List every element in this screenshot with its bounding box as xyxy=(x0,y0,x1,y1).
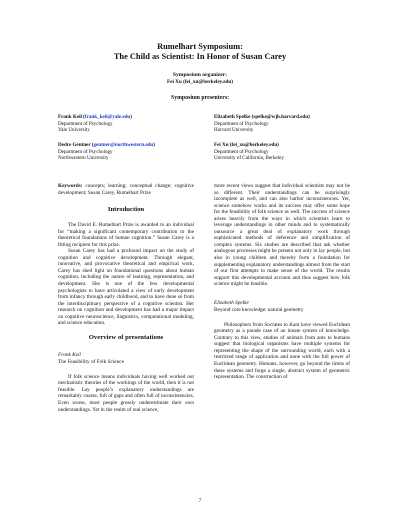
keil-paragraph: If folk science means individuals having well worked out mechanistic theories of the workings of the world, then it is not feasible. Lay people’s explanatory understandings are remarkably coarse, full of gaps and often full of inconsistencies. Even worse, most people grossly underestimate their own understandings. Yet in the realm of real science, xyxy=(58,373,194,413)
presenters-label: Symposium presenters: xyxy=(170,95,230,101)
presenter-name: Frank Keil (frank_keil@yale.edu) xyxy=(58,114,132,120)
presenter-institution: University of California, Berkeley xyxy=(214,155,284,161)
presenter-department: Department of Psychology xyxy=(58,148,113,155)
spelke-paragraph: Philosophers from Socrates to Kant have viewed Euclidean geometry as a parade case of an innate system of knowledge. Contrary to this view, studies of animals from ants to humans suggest that biological organisms have multiple systems for representing the shape of the surrounding world, each with a restricted range of application and none with the full power of Euclidean geometry. Humans, however, go beyond the limits of these systems and forge a single, abstract system of geometric representation. The construction of xyxy=(214,321,350,381)
author-keil: Frank Keil xyxy=(58,351,81,358)
presenter-institution: Harvard University xyxy=(214,127,254,133)
section-heading-overview: Overview of presentations xyxy=(88,333,164,341)
email-link[interactable]: frank_keil@yale.edu xyxy=(84,114,131,120)
intro-paragraph-1: The David E. Rumelhart Prize is awarded to an individual for “making a significant contemporary contribution to the theoretical foundations of human cognition.” Susan Carey is a fitting recipient for this prize. xyxy=(58,222,194,248)
right-column xyxy=(214,183,350,381)
presenter-department: Department of Psychology xyxy=(214,120,269,127)
header-block xyxy=(0,42,400,102)
presenter-department: Department of Psychology xyxy=(214,148,269,155)
organizer-label: Symposium organizer: xyxy=(172,72,228,78)
presenter-xu xyxy=(214,142,284,162)
presenter-name: Dedre Gentner (gentner@northwestern.edu) xyxy=(58,142,155,148)
section-heading-introduction: Introduction xyxy=(107,206,145,214)
keywords xyxy=(58,183,194,196)
presenter-institution: Yale University xyxy=(58,127,90,133)
organizer-name: Fei Xu (fei_xu@berkeley.edu) xyxy=(166,79,234,85)
keywords-text: concepts; learning; conceptual change; cognitive development; Susan Carey, Rumelhart Prize xyxy=(58,183,194,196)
intro-paragraph-2: Susan Carey has had a profound impact on the study of cognition and cognitive development. Through elegant, innovative, and provocative theoretical and empirical work, Carey has shed light on foundational questions about human cognition, including the nature of learning, representation, and development. She is one of the few developmental psychologists to have articulated a view of early development from infancy through early childhood, and to have done so from the interdisciplinary perspective of a cognitive scientist. Her research on cognition and development has had a major impact on cognitive neuroscience, linguistics, computational modeling, and science education. xyxy=(58,248,194,327)
presenter-name: Fei Xu (fei_xu@berkeley.edu) xyxy=(214,142,279,148)
presenter-keil xyxy=(58,114,132,134)
presenter-spelke xyxy=(214,114,310,134)
presenter-name: Elizabeth Spelke (spelke@wjh.harvard.edu) xyxy=(214,114,310,120)
keywords-label: Keywords: xyxy=(58,183,83,189)
author-spelke: Elizabeth Spelke xyxy=(214,299,249,306)
title-line-1: Rumelhart Symposium: xyxy=(157,42,243,51)
keil-paragraph-continued: more recent views suggest that individual scientists may not be so different. Their understandings can be surprisingly incomplete as well, and can also harbor inconsistencies. Yet, science somehow works and its success may offer some hope for the feasibility of folk science as well. The success of science arises heavily from the ways in which scientists learn to leverage understandings in other minds and to systematically outsource a great deal of explanatory work through sophisticated methods of deference and simplification of complex systems. Six studies are described that ask whether analogous processes might be present not only in lay people, but also in young children and thereby form a foundation for supplementing explanatory understandings almost from the start of our first attempts to make sense of the world. The results support this developmental account and thus suggest how folk science might be feasible. xyxy=(214,183,350,288)
email-link[interactable]: gentner@northwestern.edu xyxy=(93,142,154,148)
left-column xyxy=(58,183,194,413)
page-number: 7 xyxy=(198,498,202,504)
title-line-2: The Child as Scientist: In Honor of Susan Carey xyxy=(113,52,287,61)
presenter-gentner xyxy=(58,142,155,162)
presenter-institution: Northwestern University xyxy=(58,155,109,161)
talk-title-spelke: Beyond core knowledge: natural geometry xyxy=(214,306,304,313)
presenter-department: Department of Psychology xyxy=(58,120,113,127)
talk-title-keil: The Feasibility of Folk Science xyxy=(58,358,124,365)
